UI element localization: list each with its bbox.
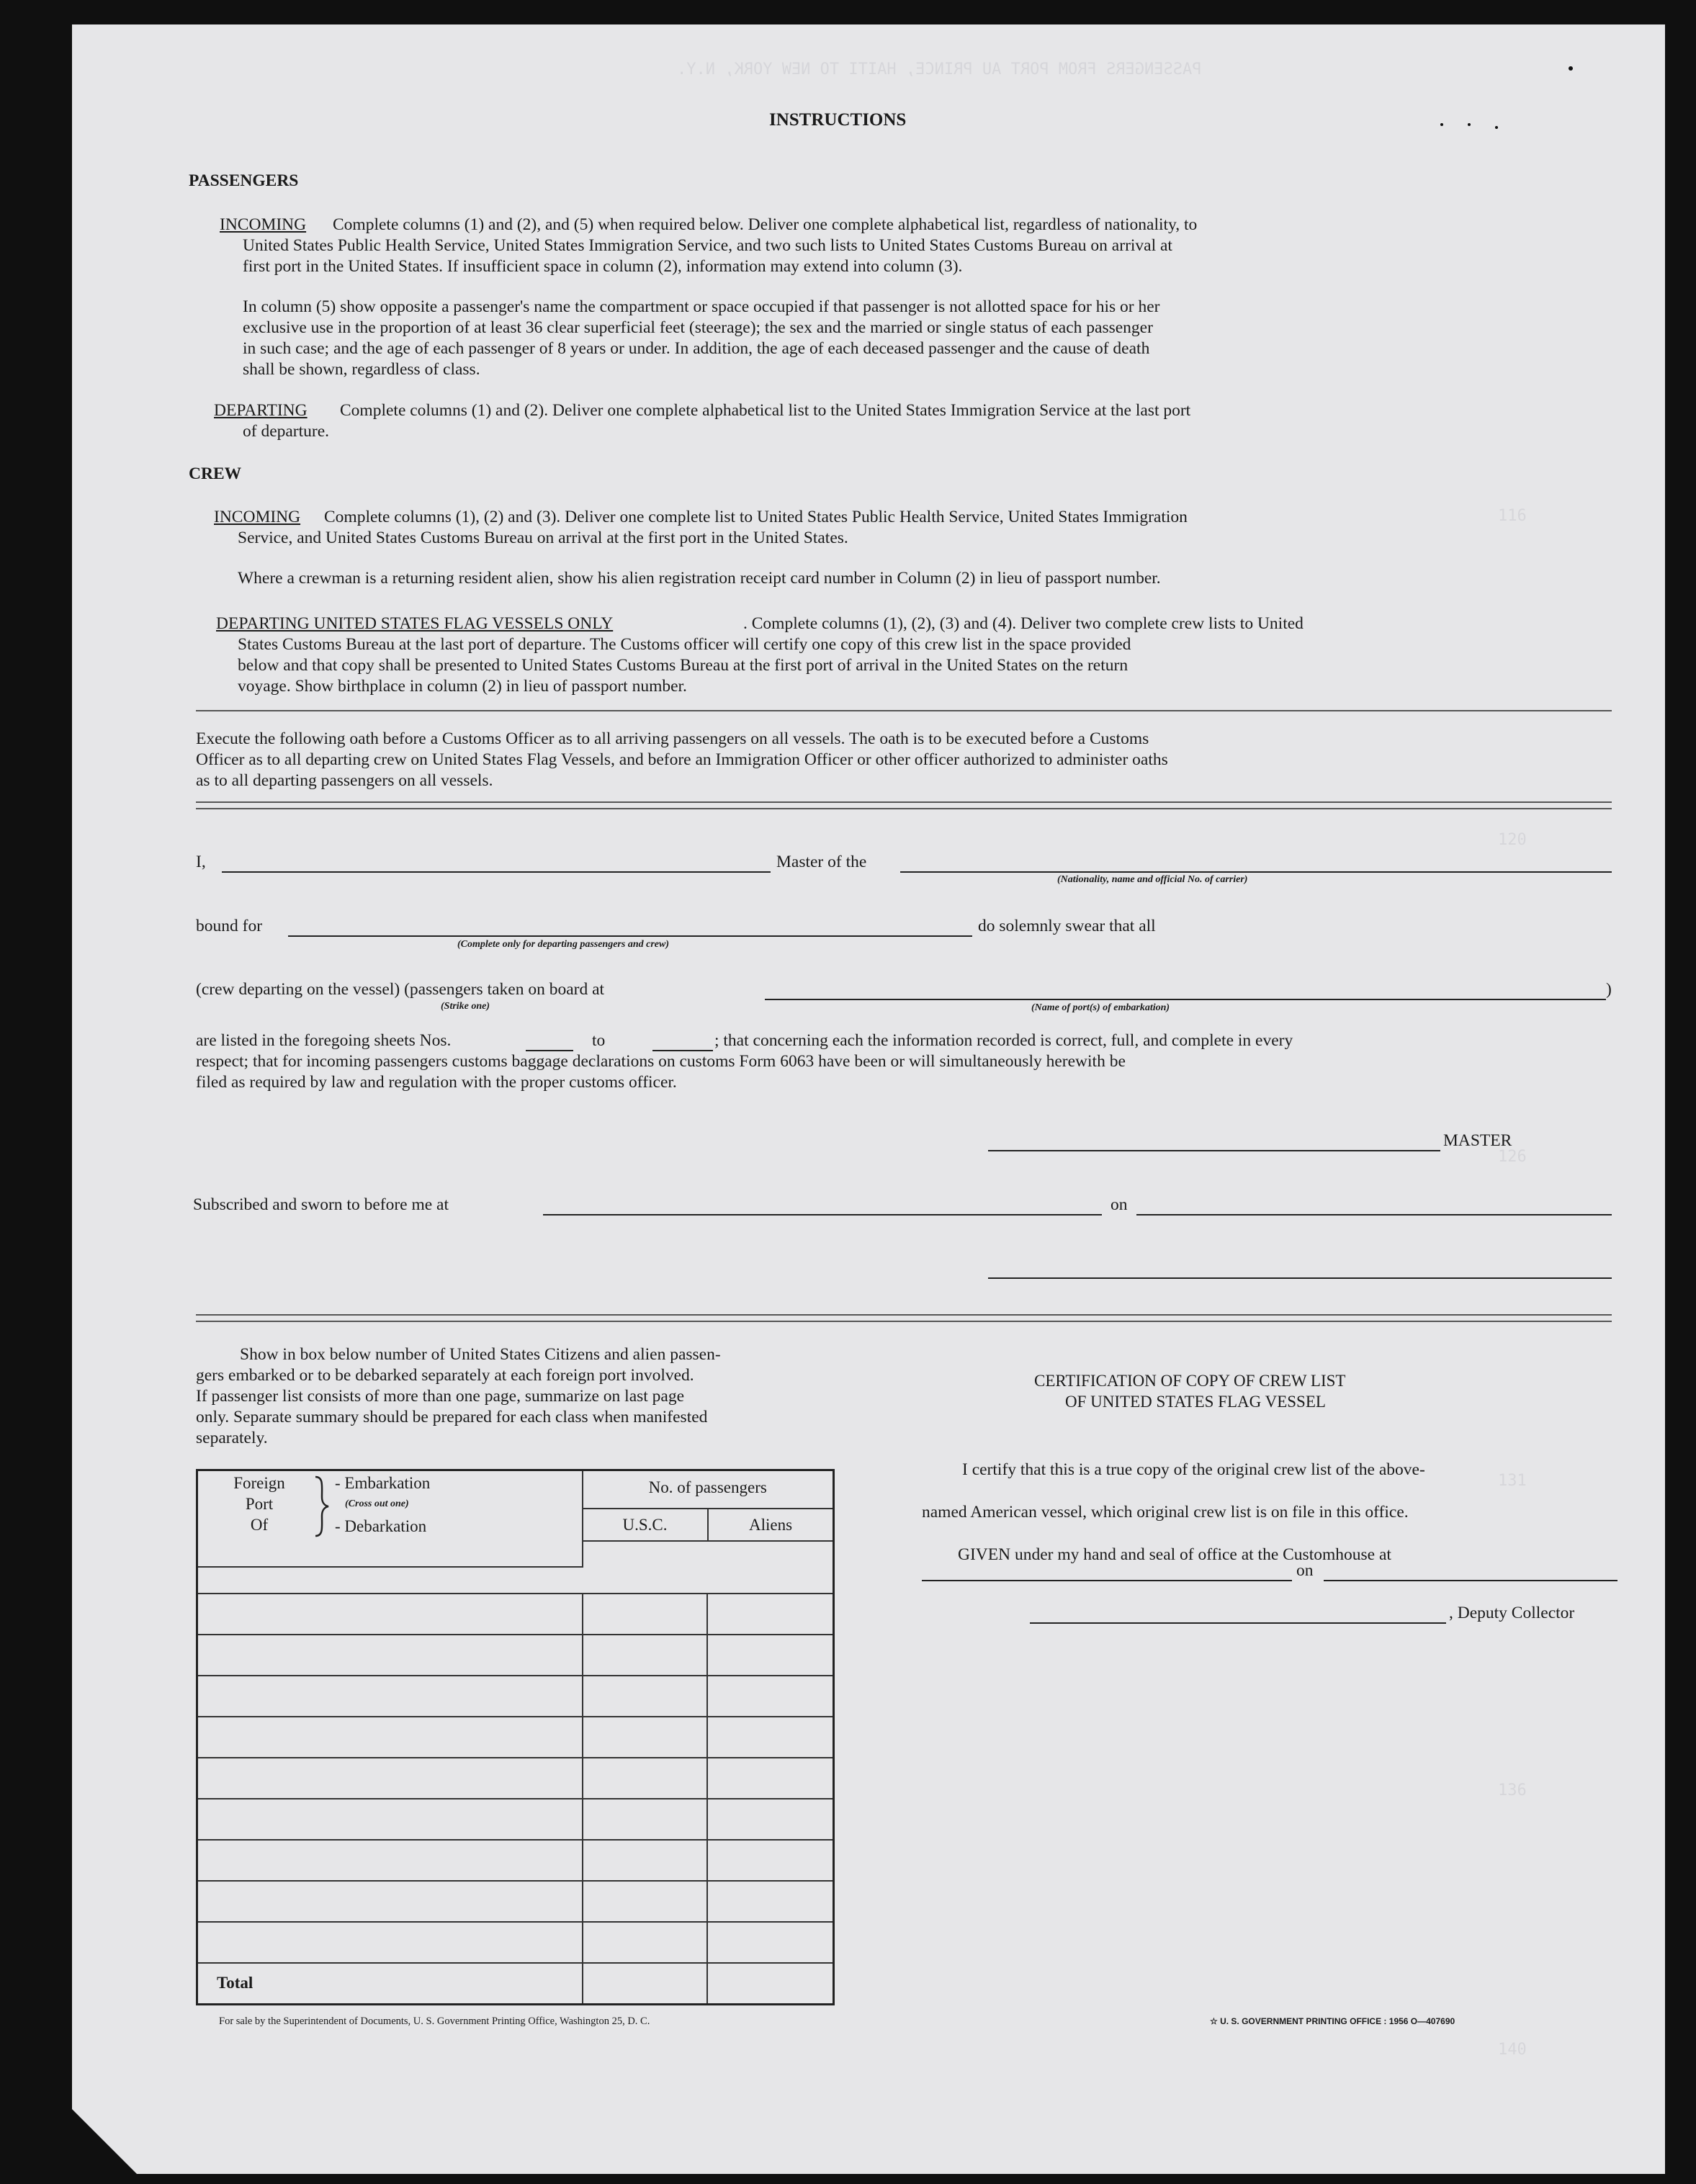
listed-suffix: ; that concerning each the information recorded is correct, full, and complete in every: [714, 1031, 1293, 1050]
embarkation-label: - Embarkation: [335, 1474, 431, 1492]
aliens-cell[interactable]: [707, 1881, 834, 1922]
given-line: GIVEN under my hand and seal of office at the Customhouse at: [958, 1545, 1391, 1564]
foreign-port-header: [197, 1470, 583, 1568]
usc-cell[interactable]: [583, 1635, 707, 1676]
certification-on-label: on: [1296, 1561, 1314, 1580]
divider: [196, 710, 1612, 711]
subscribed-label: Subscribed and sworn to before me at: [193, 1195, 449, 1214]
aliens-cell[interactable]: [707, 1676, 834, 1717]
aliens-cell[interactable]: [707, 1799, 834, 1840]
debarkation-label: - Debarkation: [335, 1517, 427, 1535]
embarkation-port-field[interactable]: [765, 999, 1606, 1000]
port-cell[interactable]: [197, 1881, 583, 1922]
usc-cell[interactable]: [583, 1799, 707, 1840]
speck: [1468, 123, 1471, 126]
speck: [1569, 66, 1573, 71]
oath-intro-line: Execute the following oath before a Customs Officer as to all arriving passengers on all vessels. The oath is to be executed before a Customs: [196, 729, 1149, 748]
respect-line: respect; that for incoming passengers customs baggage declarations on customs Form 6063 have been or will simultaneously herewith be: [196, 1052, 1126, 1071]
swear-label: do solemnly swear that all: [978, 917, 1156, 935]
certification-body-line: named American vessel, which original crew list is on file in this office.: [922, 1503, 1409, 1522]
master-label: MASTER: [1443, 1131, 1512, 1150]
footer-right: ☆ U. S. GOVERNMENT PRINTING OFFICE : 1956 O—407690: [1210, 2016, 1455, 2026]
crew-incoming-label: INCOMING: [214, 508, 301, 526]
summary-instruction-line: If passenger list consists of more than one page, summarize on last page: [196, 1387, 685, 1406]
passengers-departing-line: Complete columns (1) and (2). Deliver one complete alphabetical list to the United States Immigration Service at the last port: [340, 401, 1191, 420]
page-title: INSTRUCTIONS: [769, 110, 907, 130]
sworn-on-label: on: [1111, 1195, 1128, 1214]
certification-subtitle: OF UNITED STATES FLAG VESSEL: [1065, 1393, 1326, 1411]
crew-passengers-label: (crew departing on the vessel) (passengers taken on board at: [196, 980, 605, 999]
double-rule: [196, 1314, 1612, 1322]
certification-title: CERTIFICATION OF COPY OF CREW LIST: [1034, 1372, 1346, 1390]
certification-date-field[interactable]: [1324, 1580, 1618, 1581]
usc-cell[interactable]: [583, 1594, 707, 1635]
oath-intro-line: as to all departing passengers on all vessels.: [196, 771, 493, 790]
port-cell[interactable]: [197, 1922, 583, 1963]
master-signature-field[interactable]: [988, 1150, 1440, 1151]
usc-cell[interactable]: [583, 1881, 707, 1922]
deputy-collector-signature-field[interactable]: [1030, 1622, 1446, 1624]
port-cell[interactable]: [197, 1840, 583, 1881]
close-paren: ): [1606, 980, 1612, 999]
master-name-field[interactable]: [222, 871, 771, 873]
filed-line: filed as required by law and regulation with the proper customs officer.: [196, 1073, 677, 1092]
usc-cell[interactable]: [583, 1717, 707, 1758]
master-of-label: Master of the: [776, 853, 867, 871]
total-label: Total: [197, 1963, 583, 2005]
bound-for-label: bound for: [196, 917, 263, 935]
deputy-collector-label: , Deputy Collector: [1449, 1604, 1575, 1622]
aliens-cell[interactable]: [707, 1594, 834, 1635]
bound-for-hint: (Complete only for departing passengers and crew): [457, 939, 669, 950]
passenger-summary-table: [196, 1469, 835, 2005]
bound-for-field[interactable]: [288, 935, 972, 937]
summary-instruction-line: only. Separate summary should be prepared for each class when manifested: [196, 1408, 708, 1426]
to-label: to: [592, 1031, 606, 1050]
passenger-count-subheader: [583, 1508, 833, 1541]
total-aliens-cell[interactable]: [707, 1963, 834, 2005]
crew-departing-line: below and that copy shall be presented to United States Customs Bureau at the first port of arrival in the United States on the return: [238, 656, 1129, 675]
aliens-cell[interactable]: [707, 1635, 834, 1676]
crew-resident-alien-line: Where a crewman is a returning resident alien, show his alien registration receipt card number in Column (2) in lieu of passport number.: [238, 569, 1161, 588]
passengers-heading: PASSENGERS: [189, 171, 299, 190]
of-label: Of: [250, 1516, 269, 1534]
officer-signature-field[interactable]: [988, 1277, 1612, 1279]
usc-header: U.S.C.: [583, 1509, 709, 1541]
column5-instruction-line: shall be shown, regardless of class.: [243, 360, 480, 379]
speck: [1495, 126, 1498, 129]
passengers-incoming-line: first port in the United States. If insufficient space in column (2), information may extend into column (3).: [243, 257, 963, 276]
passengers-incoming-label: INCOMING: [220, 215, 307, 234]
no-of-passengers-header: No. of passengers: [583, 1470, 834, 1541]
port-cell[interactable]: [197, 1717, 583, 1758]
usc-cell[interactable]: [583, 1840, 707, 1881]
double-rule: [196, 801, 1612, 809]
bleed-through-number: 120: [1498, 831, 1527, 849]
crew-incoming-line: Complete columns (1), (2) and (3). Deliver one complete list to United States Public Health Service, United States Immigration: [324, 508, 1188, 526]
crew-heading: CREW: [189, 464, 242, 483]
aliens-cell[interactable]: [707, 1758, 834, 1799]
bleed-through-number: 131: [1498, 1472, 1527, 1490]
aliens-cell[interactable]: [707, 1717, 834, 1758]
port-cell[interactable]: [197, 1758, 583, 1799]
bleed-through-number: 140: [1498, 2041, 1527, 2059]
crew-departing-line: States Customs Bureau at the last port of departure. The Customs officer will certify one copy of this crew list in the space provided: [238, 635, 1131, 654]
summary-instruction-line: separately.: [196, 1429, 268, 1447]
crew-incoming-line: Service, and United States Customs Bureau on arrival at the first port in the United States.: [238, 529, 848, 547]
port-label: Port: [245, 1495, 274, 1513]
certification-body-line: I certify that this is a true copy of the original crew list of the above-: [962, 1460, 1425, 1479]
footer-left: For sale by the Superintendent of Documents, U. S. Government Printing Office, Washington 25, D. C.: [219, 2016, 650, 2027]
document-page: [72, 24, 1665, 2174]
aliens-header: Aliens: [748, 1516, 793, 1534]
column5-instruction-line: In column (5) show opposite a passenger's name the compartment or space occupied if that passenger is not allotted space for his or her: [243, 297, 1160, 316]
port-cell[interactable]: [197, 1676, 583, 1717]
summary-instruction-line: gers embarked or to be debarked separately at each foreign port involved.: [196, 1366, 694, 1385]
bleed-through-number: 136: [1498, 1781, 1527, 1799]
passengers-incoming-line: United States Public Health Service, United States Immigration Service, and two such lists to United States Customs Bureau on arrival at: [243, 236, 1172, 255]
cross-out-hint: (Cross out one): [345, 1498, 409, 1509]
crew-departing-line: voyage. Show birthplace in column (2) in lieu of passport number.: [238, 677, 687, 696]
oath-i-label: I,: [196, 853, 206, 871]
passengers-departing-line: of departure.: [243, 422, 330, 441]
speck: [1440, 123, 1443, 126]
sworn-place-field[interactable]: [543, 1214, 1102, 1215]
crew-departing-label: DEPARTING UNITED STATES FLAG VESSELS ONLY: [216, 614, 614, 633]
folded-corner: [72, 2109, 137, 2174]
aliens-cell[interactable]: [707, 1922, 834, 1963]
summary-instruction-line: Show in box below number of United States Citizens and alien passen-: [240, 1345, 721, 1364]
aliens-cell[interactable]: [707, 1840, 834, 1881]
usc-cell[interactable]: [583, 1922, 707, 1963]
total-usc-cell[interactable]: [583, 1963, 707, 2005]
listed-prefix: are listed in the foregoing sheets Nos.: [196, 1031, 452, 1050]
usc-cell[interactable]: [583, 1676, 707, 1717]
column5-instruction-line: in such case; and the age of each passenger of 8 years or under. In addition, the age of each deceased passenger and the cause of death: [243, 339, 1150, 358]
passengers-incoming-line: Complete columns (1) and (2), and (5) when required below. Deliver one complete alphabetical list, regardless of nationality, to: [333, 215, 1198, 234]
port-cell[interactable]: [197, 1635, 583, 1676]
bleed-through-number: 126: [1498, 1148, 1527, 1166]
crew-departing-line: . Complete columns (1), (2), (3) and (4). Deliver two complete crew lists to United: [743, 614, 1304, 633]
embarkation-port-hint: (Name of port(s) of embarkation): [1031, 1002, 1170, 1013]
carrier-hint: (Nationality, name and official No. of carrier): [1057, 874, 1248, 885]
port-cell[interactable]: [197, 1799, 583, 1840]
carrier-field[interactable]: [900, 871, 1612, 873]
customhouse-field[interactable]: [922, 1580, 1292, 1581]
sworn-date-field[interactable]: [1136, 1214, 1612, 1215]
oath-intro-line: Officer as to all departing crew on United States Flag Vessels, and before an Immigration Officer or other officer authorized to administer oaths: [196, 750, 1168, 769]
brace-icon: [313, 1475, 331, 1537]
port-cell[interactable]: [197, 1594, 583, 1635]
strike-one-hint: (Strike one): [441, 1001, 490, 1012]
column5-instruction-line: exclusive use in the proportion of at least 36 clear superficial feet (steerage); the sex and the married or single status of each passenger: [243, 318, 1153, 337]
passengers-departing-label: DEPARTING: [214, 401, 308, 420]
usc-cell[interactable]: [583, 1758, 707, 1799]
bleed-through-header: PASSENGERS FROM PORT AU PRINCE, HAITI TO NEW YORK, N.Y.: [677, 60, 1202, 78]
bleed-through-row-numbers: 116: [1498, 507, 1527, 525]
foreign-label: Foreign: [233, 1474, 285, 1492]
